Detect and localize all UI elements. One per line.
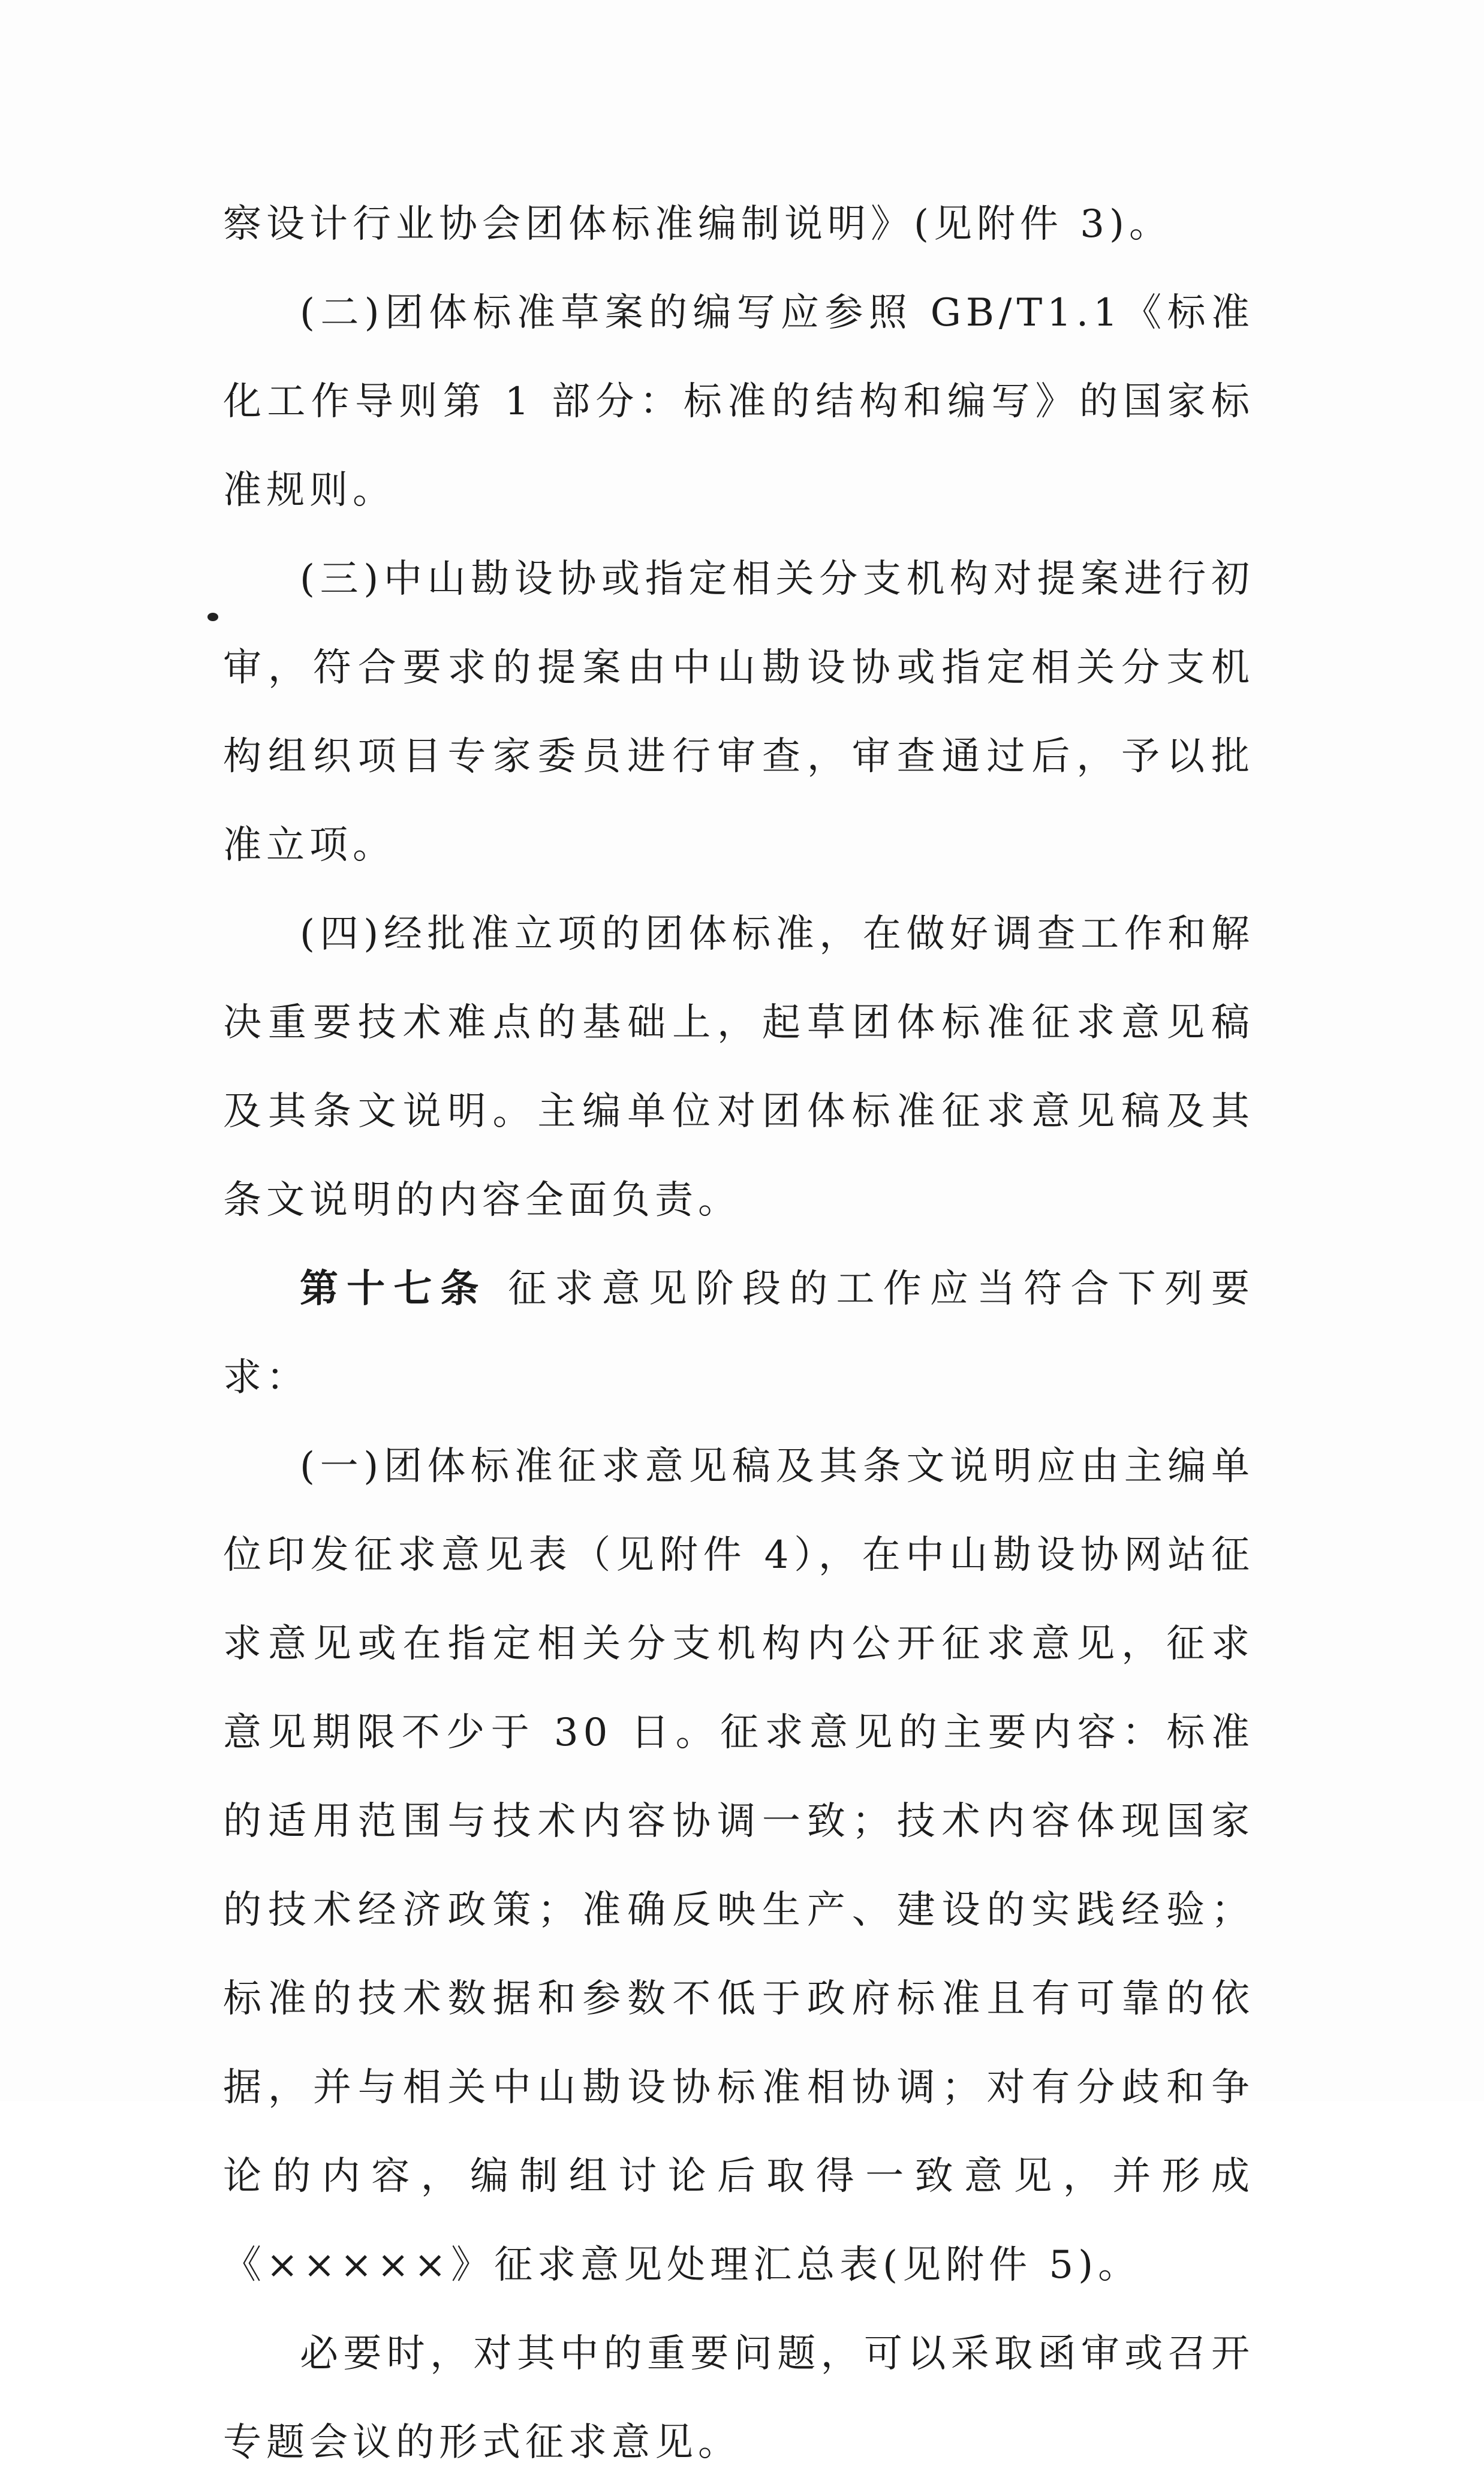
paragraph-continuation: 察设计行业协会团体标准编制说明》(见附件 3)。	[223, 202, 1172, 246]
paragraph-item-2: (二)团体标准草案的编写应参照 GB/T1.1《标准化工作导则第 1 部分：标准的结构和编写》的国家标准规则。	[223, 291, 1254, 513]
article-17-note: 必要时，对其中的重要问题，可以采取函审或召开专题会议的形式征求意见。	[223, 2332, 1254, 2465]
article-17-heading: 第十七条	[300, 1267, 487, 1311]
scan-mark	[207, 613, 218, 621]
article-17-item-1: (一)团体标准征求意见稿及其条文说明应由主编单位印发征求意见表（见附件 4），在中山勘设协网站征求意见或在指定相关分支机构内公开征求意见，征求意见期限不少于 30 日。征求意见的主要内容：标准的适用范围与技术内容协调一致；技术内容体现国家的技术经济政策；准确反映生产、建设的实践经验；标准的技术数据和参数不低于政府标准且有可靠的依据，并与相关中山勘设协标准相协调；对有分歧和争论的内容，编制组讨论后取得一致意见，并形成《×××××》征求意见处理汇总表(见附件 5)。	[223, 1444, 1254, 2287]
article-17-text: 征求意见阶段的工作应当符合下列要求：	[223, 1267, 1255, 1400]
paragraph-item-4: (四)经批准立项的团体标准，在做好调查工作和解决重要技术难点的基础上，起草团体标准征求意见稿及其条文说明。主编单位对团体标准征求意见稿及其条文说明的内容全面负责。	[223, 912, 1254, 1223]
article-17	[223, 1245, 1254, 1422]
paragraph-item-3: (三)中山勘设协或指定相关分支机构对提案进行初审，符合要求的提案由中山勘设协或指定相关分支机构组织项目专家委员进行审查，审查通过后，予以批准立项。	[223, 557, 1254, 868]
document-body	[223, 180, 1254, 2487]
